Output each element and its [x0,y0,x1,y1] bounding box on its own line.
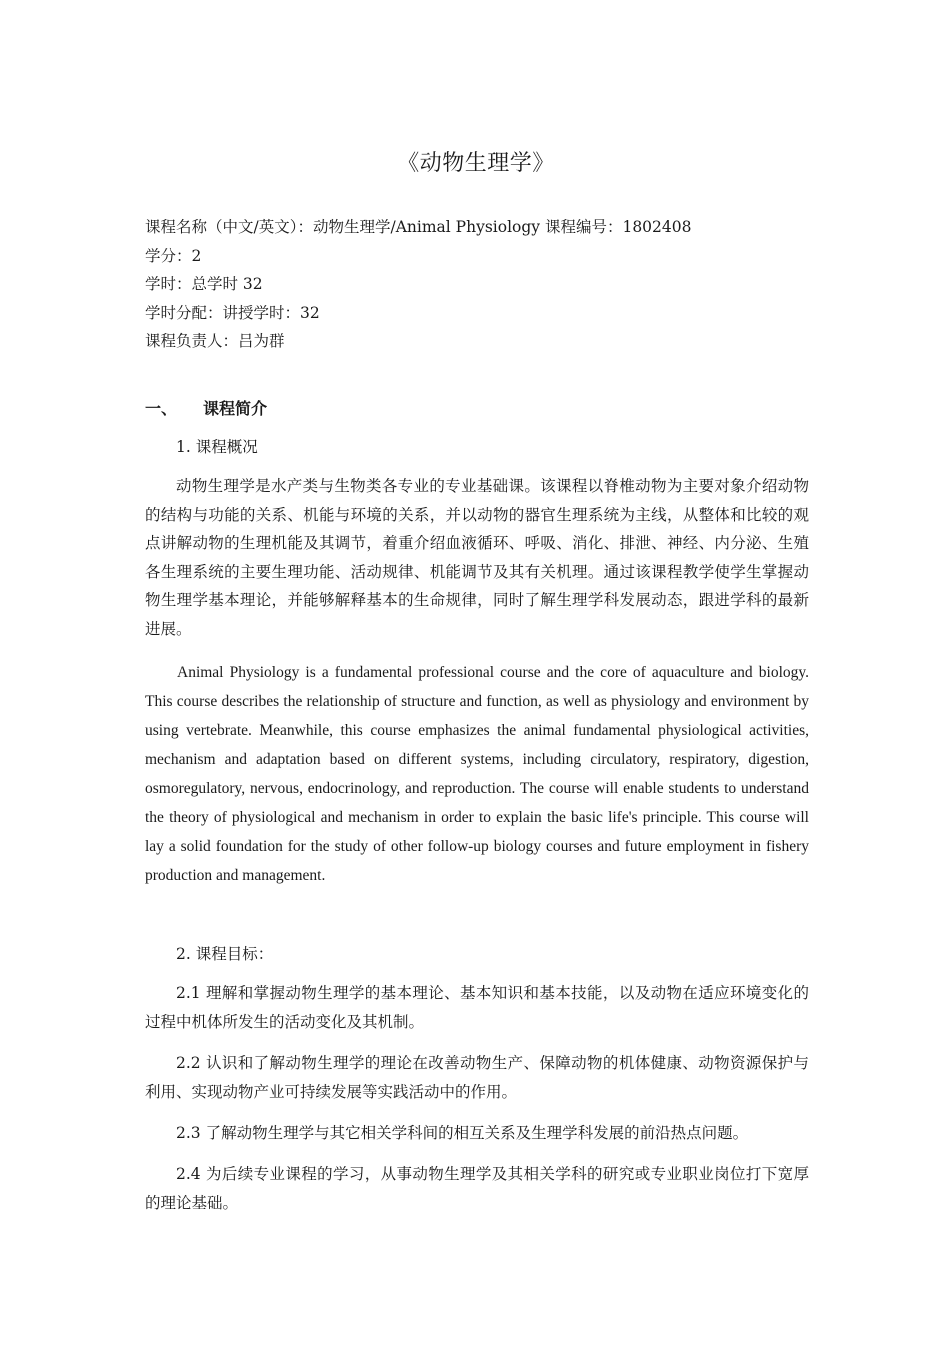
course-info-block [145,213,692,356]
goal-item: 2.1 理解和掌握动物生理学的基本理论、基本知识和基本技能，以及动物在适应环境变化的过程中机体所发生的活动变化及其机制。 [145,984,809,1031]
goal-item: 2.4 为后续专业课程的学习，从事动物生理学及其相关学科的研究或专业职业岗位打下宽厚的理论基础。 [145,1165,809,1212]
section-heading [145,396,267,419]
document-title: 《动物生理学》 [397,151,555,176]
overview-paragraph-en: Animal Physiology is a fundamental professional course and the core of aquaculture and biology. This course describes the relationship of structure and function, as well as physiology and environment by using vertebrate. Meanwhile, this course emphasizes the animal fundamental physiological activities, mechanism and adaptation based on different systems, including circulatory, respiratory, digestion, osmoregulatory, nervous, endocrinology, and reproduction. The course will enable students to understand the theory of physiological and mechanism in order to explain the basic life's principle. This course will lay a solid foundation for the study of other follow-up biology courses and future employment in fishery production and management. [145,664,809,884]
subsection-overview-heading: 1. 课程概况 [176,438,258,456]
course-name-line: 课程名称（中文/英文）：动物生理学/Animal Physiology 课程编号：1802408 [145,218,692,236]
credits-line: 学分：2 [145,246,202,265]
section-number: 一、 [145,399,178,418]
hours-allocation-line: 学时分配：讲授学时：32 [145,303,320,322]
section-title: 课程简介 [203,399,268,418]
subsection-goals-heading: 2. 课程目标： [176,945,274,963]
goal-item: 2.3 了解动物生理学与其它相关学科间的相互关系及生理学科发展的前沿热点问题。 [176,1124,749,1142]
course-leader-line: 课程负责人：吕为群 [145,332,285,350]
overview-paragraph-zh: 动物生理学是水产类与生物类各专业的专业基础课。该课程以脊椎动物为主要对象介绍动物的结构与功能的关系、机能与环境的关系，并以动物的器官生理系统为主线，从整体和比较的观点讲解动物的生理机能及其调节，着重介绍血液循环、呼吸、消化、排泄、神经、内分泌、生殖各生理系统的主要生理功能、活动规律、机能调节及其有关机理。通过该课程教学使学生掌握动物生理学基本理论，并能够解释基本的生命规律，同时了解生理学科发展动态，跟进学科的最新进展。 [145,477,809,638]
goal-item: 2.2 认识和了解动物生理学的理论在改善动物生产、保障动物的机体健康、动物资源保护与利用、实现动物产业可持续发展等实践活动中的作用。 [145,1054,809,1101]
hours-line: 学时：总学时 32 [145,275,263,293]
